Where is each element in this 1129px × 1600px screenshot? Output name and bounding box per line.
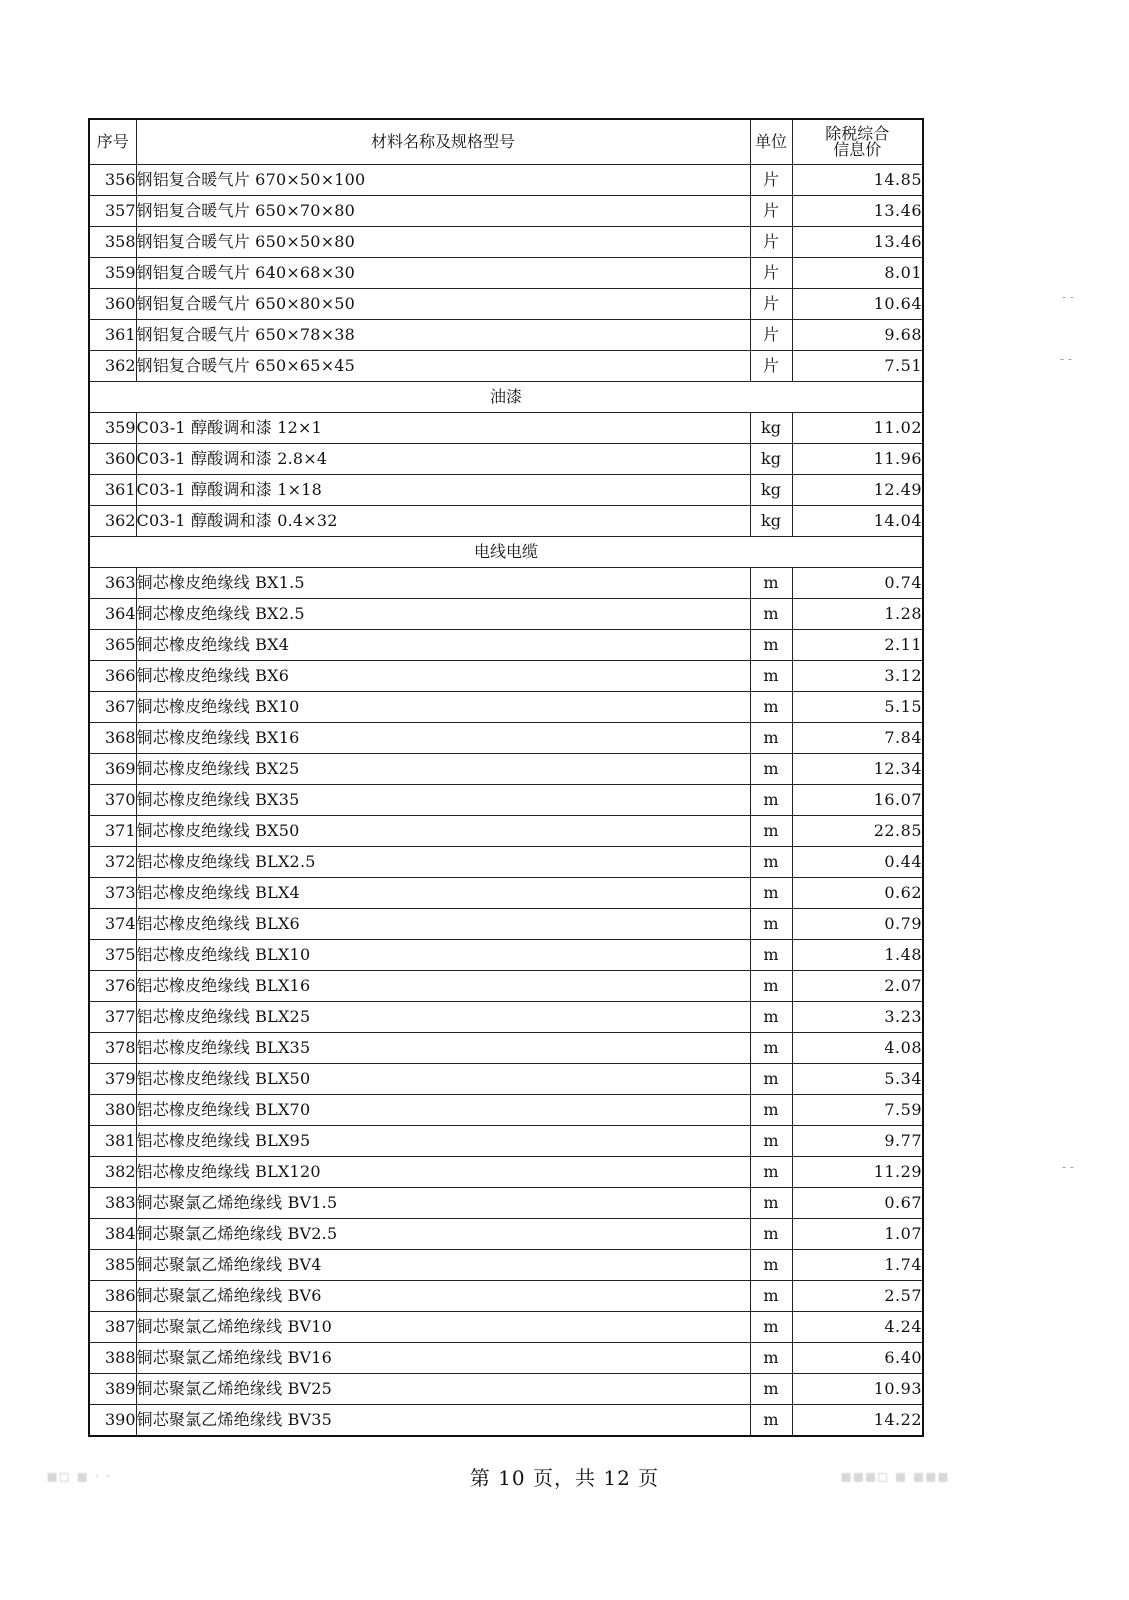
row-unit: 片 — [750, 196, 792, 227]
table-row — [89, 599, 923, 630]
row-material-name: 钢铝复合暖气片 640×68×30 — [136, 258, 750, 289]
row-material-name: 钢铝复合暖气片 650×65×45 — [136, 351, 750, 382]
table-row — [89, 754, 923, 785]
table-row — [89, 506, 923, 537]
row-serial-number: 358 — [89, 227, 136, 258]
header-price-line2: 信息价 — [833, 140, 882, 159]
table-row — [89, 630, 923, 661]
table-row — [89, 227, 923, 258]
scan-mark: - - — [1062, 1160, 1074, 1174]
row-unit: m — [750, 692, 792, 723]
table-body — [89, 165, 923, 1437]
row-unit: 片 — [750, 227, 792, 258]
row-unit: m — [750, 971, 792, 1002]
row-serial-number: 375 — [89, 940, 136, 971]
table-row — [89, 909, 923, 940]
table-row — [89, 1157, 923, 1188]
row-unit: m — [750, 754, 792, 785]
row-serial-number: 359 — [89, 258, 136, 289]
row-price: 9.68 — [792, 320, 923, 351]
row-unit: 片 — [750, 351, 792, 382]
scan-mark: - - — [1060, 352, 1072, 366]
header-price — [792, 119, 923, 165]
table-row — [89, 1002, 923, 1033]
row-price: 8.01 — [792, 258, 923, 289]
row-price: 7.84 — [792, 723, 923, 754]
row-price: 22.85 — [792, 816, 923, 847]
row-unit: 片 — [750, 320, 792, 351]
row-price: 12.49 — [792, 475, 923, 506]
row-unit: m — [750, 1095, 792, 1126]
row-serial-number: 370 — [89, 785, 136, 816]
row-price: 6.40 — [792, 1343, 923, 1374]
row-material-name: 铜芯聚氯乙烯绝缘线 BV25 — [136, 1374, 750, 1405]
table-row — [89, 723, 923, 754]
row-material-name: 铜芯橡皮绝缘线 BX25 — [136, 754, 750, 785]
header-row — [89, 119, 923, 165]
table-row — [89, 878, 923, 909]
table-row — [89, 1219, 923, 1250]
row-price: 9.77 — [792, 1126, 923, 1157]
header-material-name: 材料名称及规格型号 — [136, 119, 750, 165]
row-serial-number: 373 — [89, 878, 136, 909]
row-unit: m — [750, 1343, 792, 1374]
row-material-name: 铜芯聚氯乙烯绝缘线 BV10 — [136, 1312, 750, 1343]
row-material-name: 铝芯橡皮绝缘线 BLX25 — [136, 1002, 750, 1033]
row-price: 1.28 — [792, 599, 923, 630]
row-serial-number: 357 — [89, 196, 136, 227]
table-row — [89, 444, 923, 475]
row-material-name: 铝芯橡皮绝缘线 BLX35 — [136, 1033, 750, 1064]
row-material-name: 铝芯橡皮绝缘线 BLX4 — [136, 878, 750, 909]
row-price: 10.93 — [792, 1374, 923, 1405]
table-row — [89, 1033, 923, 1064]
row-unit: m — [750, 1281, 792, 1312]
row-price: 7.51 — [792, 351, 923, 382]
row-material-name: C03-1 醇酸调和漆 1×18 — [136, 475, 750, 506]
table-row — [89, 816, 923, 847]
row-serial-number: 380 — [89, 1095, 136, 1126]
table-row — [89, 661, 923, 692]
row-price: 16.07 — [792, 785, 923, 816]
row-price: 3.12 — [792, 661, 923, 692]
row-serial-number: 384 — [89, 1219, 136, 1250]
row-material-name: 铜芯橡皮绝缘线 BX35 — [136, 785, 750, 816]
row-price: 1.74 — [792, 1250, 923, 1281]
row-material-name: 铝芯橡皮绝缘线 BLX120 — [136, 1157, 750, 1188]
bleed-through-marks-right: ▪▪▪▫ ▪ ▪▪▪ — [840, 1466, 950, 1487]
row-price: 7.59 — [792, 1095, 923, 1126]
row-unit: kg — [750, 444, 792, 475]
row-material-name: 铝芯橡皮绝缘线 BLX2.5 — [136, 847, 750, 878]
table-row — [89, 692, 923, 723]
row-serial-number: 374 — [89, 909, 136, 940]
row-serial-number: 383 — [89, 1188, 136, 1219]
row-price: 2.11 — [792, 630, 923, 661]
row-material-name: 铜芯橡皮绝缘线 BX10 — [136, 692, 750, 723]
row-material-name: 铜芯橡皮绝缘线 BX2.5 — [136, 599, 750, 630]
row-unit: m — [750, 878, 792, 909]
row-price: 5.34 — [792, 1064, 923, 1095]
row-price: 10.64 — [792, 289, 923, 320]
row-unit: m — [750, 909, 792, 940]
row-serial-number: 356 — [89, 165, 136, 196]
row-serial-number: 387 — [89, 1312, 136, 1343]
row-price: 13.46 — [792, 227, 923, 258]
row-unit: m — [750, 568, 792, 599]
row-price: 0.62 — [792, 878, 923, 909]
row-unit: m — [750, 723, 792, 754]
row-unit: kg — [750, 506, 792, 537]
table-row — [89, 940, 923, 971]
row-price: 11.02 — [792, 413, 923, 444]
row-unit: m — [750, 847, 792, 878]
row-unit: m — [750, 661, 792, 692]
row-serial-number: 388 — [89, 1343, 136, 1374]
section-title: 油漆 — [89, 382, 923, 413]
table-row — [89, 1188, 923, 1219]
row-material-name: 铝芯橡皮绝缘线 BLX95 — [136, 1126, 750, 1157]
row-serial-number: 385 — [89, 1250, 136, 1281]
table-row — [89, 1064, 923, 1095]
row-unit: m — [750, 1374, 792, 1405]
row-material-name: 铜芯橡皮绝缘线 BX1.5 — [136, 568, 750, 599]
row-price: 0.79 — [792, 909, 923, 940]
row-unit: m — [750, 1064, 792, 1095]
row-unit: m — [750, 1250, 792, 1281]
page-number-footer: 第 10 页，共 12 页 — [469, 1466, 660, 1490]
row-unit: m — [750, 1312, 792, 1343]
row-serial-number: 377 — [89, 1002, 136, 1033]
row-unit: kg — [750, 413, 792, 444]
row-serial-number: 360 — [89, 289, 136, 320]
row-unit: m — [750, 630, 792, 661]
row-material-name: 铜芯聚氯乙烯绝缘线 BV35 — [136, 1405, 750, 1437]
row-price: 11.96 — [792, 444, 923, 475]
row-serial-number: 389 — [89, 1374, 136, 1405]
row-material-name: 铜芯聚氯乙烯绝缘线 BV6 — [136, 1281, 750, 1312]
row-price: 11.29 — [792, 1157, 923, 1188]
row-price: 3.23 — [792, 1002, 923, 1033]
header-serial-number: 序号 — [89, 119, 136, 165]
row-unit: m — [750, 816, 792, 847]
row-unit: m — [750, 1033, 792, 1064]
row-serial-number: 378 — [89, 1033, 136, 1064]
table-row — [89, 971, 923, 1002]
table-header — [89, 119, 923, 165]
row-material-name: 铜芯聚氯乙烯绝缘线 BV2.5 — [136, 1219, 750, 1250]
row-serial-number: 363 — [89, 568, 136, 599]
row-unit: kg — [750, 475, 792, 506]
row-unit: m — [750, 1126, 792, 1157]
table-row — [89, 785, 923, 816]
row-material-name: 铜芯橡皮绝缘线 BX4 — [136, 630, 750, 661]
section-row — [89, 382, 923, 413]
row-price: 4.24 — [792, 1312, 923, 1343]
row-serial-number: 386 — [89, 1281, 136, 1312]
row-unit: m — [750, 785, 792, 816]
row-unit: m — [750, 1157, 792, 1188]
row-price: 13.46 — [792, 196, 923, 227]
scan-mark: - - — [1062, 290, 1074, 304]
row-price: 0.67 — [792, 1188, 923, 1219]
row-price: 4.08 — [792, 1033, 923, 1064]
row-price: 1.48 — [792, 940, 923, 971]
row-serial-number: 379 — [89, 1064, 136, 1095]
row-serial-number: 365 — [89, 630, 136, 661]
row-price: 5.15 — [792, 692, 923, 723]
header-unit: 单位 — [750, 119, 792, 165]
row-material-name: C03-1 醇酸调和漆 2.8×4 — [136, 444, 750, 475]
row-unit: m — [750, 940, 792, 971]
row-serial-number: 361 — [89, 320, 136, 351]
table-row — [89, 1343, 923, 1374]
row-price: 12.34 — [792, 754, 923, 785]
table-row — [89, 1312, 923, 1343]
bleed-through-marks-left: ▪▫ ▪ · · — [46, 1466, 112, 1487]
section-title: 电线电缆 — [89, 537, 923, 568]
row-unit: m — [750, 1002, 792, 1033]
row-unit: m — [750, 1188, 792, 1219]
row-serial-number: 381 — [89, 1126, 136, 1157]
row-material-name: 钢铝复合暖气片 650×80×50 — [136, 289, 750, 320]
row-serial-number: 362 — [89, 351, 136, 382]
row-serial-number: 361 — [89, 475, 136, 506]
row-unit: m — [750, 599, 792, 630]
row-material-name: 铜芯聚氯乙烯绝缘线 BV1.5 — [136, 1188, 750, 1219]
row-price: 14.04 — [792, 506, 923, 537]
row-price: 14.85 — [792, 165, 923, 196]
row-material-name: 铝芯橡皮绝缘线 BLX10 — [136, 940, 750, 971]
row-material-name: 钢铝复合暖气片 650×70×80 — [136, 196, 750, 227]
table-row — [89, 1126, 923, 1157]
table-row — [89, 475, 923, 506]
table-row — [89, 413, 923, 444]
table-row — [89, 258, 923, 289]
row-unit: m — [750, 1219, 792, 1250]
table-row — [89, 568, 923, 599]
row-serial-number: 371 — [89, 816, 136, 847]
table-row — [89, 1095, 923, 1126]
table-row — [89, 1281, 923, 1312]
row-price: 2.07 — [792, 971, 923, 1002]
row-material-name: C03-1 醇酸调和漆 0.4×32 — [136, 506, 750, 537]
row-unit: 片 — [750, 165, 792, 196]
row-material-name: C03-1 醇酸调和漆 12×1 — [136, 413, 750, 444]
row-material-name: 钢铝复合暖气片 650×50×80 — [136, 227, 750, 258]
row-unit: m — [750, 1405, 792, 1437]
row-material-name: 铝芯橡皮绝缘线 BLX16 — [136, 971, 750, 1002]
table-row — [89, 165, 923, 196]
row-material-name: 铝芯橡皮绝缘线 BLX70 — [136, 1095, 750, 1126]
row-price: 0.44 — [792, 847, 923, 878]
row-price: 1.07 — [792, 1219, 923, 1250]
row-serial-number: 366 — [89, 661, 136, 692]
row-material-name: 铜芯聚氯乙烯绝缘线 BV4 — [136, 1250, 750, 1281]
price-table — [88, 118, 924, 1437]
row-material-name: 钢铝复合暖气片 670×50×100 — [136, 165, 750, 196]
row-serial-number: 368 — [89, 723, 136, 754]
table-row — [89, 1374, 923, 1405]
table-row — [89, 847, 923, 878]
row-material-name: 铜芯橡皮绝缘线 BX16 — [136, 723, 750, 754]
row-serial-number: 364 — [89, 599, 136, 630]
row-serial-number: 359 — [89, 413, 136, 444]
row-serial-number: 390 — [89, 1405, 136, 1437]
section-row — [89, 537, 923, 568]
row-serial-number: 360 — [89, 444, 136, 475]
row-price: 2.57 — [792, 1281, 923, 1312]
table-row — [89, 1405, 923, 1437]
row-unit: 片 — [750, 258, 792, 289]
row-serial-number: 372 — [89, 847, 136, 878]
row-material-name: 铜芯橡皮绝缘线 BX50 — [136, 816, 750, 847]
row-serial-number: 382 — [89, 1157, 136, 1188]
table-row — [89, 351, 923, 382]
table-row — [89, 289, 923, 320]
row-price: 14.22 — [792, 1405, 923, 1437]
row-material-name: 钢铝复合暖气片 650×78×38 — [136, 320, 750, 351]
row-material-name: 铜芯聚氯乙烯绝缘线 BV16 — [136, 1343, 750, 1374]
table-row — [89, 320, 923, 351]
row-unit: 片 — [750, 289, 792, 320]
row-price: 0.74 — [792, 568, 923, 599]
row-serial-number: 362 — [89, 506, 136, 537]
row-serial-number: 367 — [89, 692, 136, 723]
table-row — [89, 1250, 923, 1281]
header-price-line1: 除税综合 — [825, 124, 890, 143]
row-serial-number: 376 — [89, 971, 136, 1002]
table-row — [89, 196, 923, 227]
row-material-name: 铝芯橡皮绝缘线 BLX50 — [136, 1064, 750, 1095]
row-material-name: 铜芯橡皮绝缘线 BX6 — [136, 661, 750, 692]
row-serial-number: 369 — [89, 754, 136, 785]
row-material-name: 铝芯橡皮绝缘线 BLX6 — [136, 909, 750, 940]
